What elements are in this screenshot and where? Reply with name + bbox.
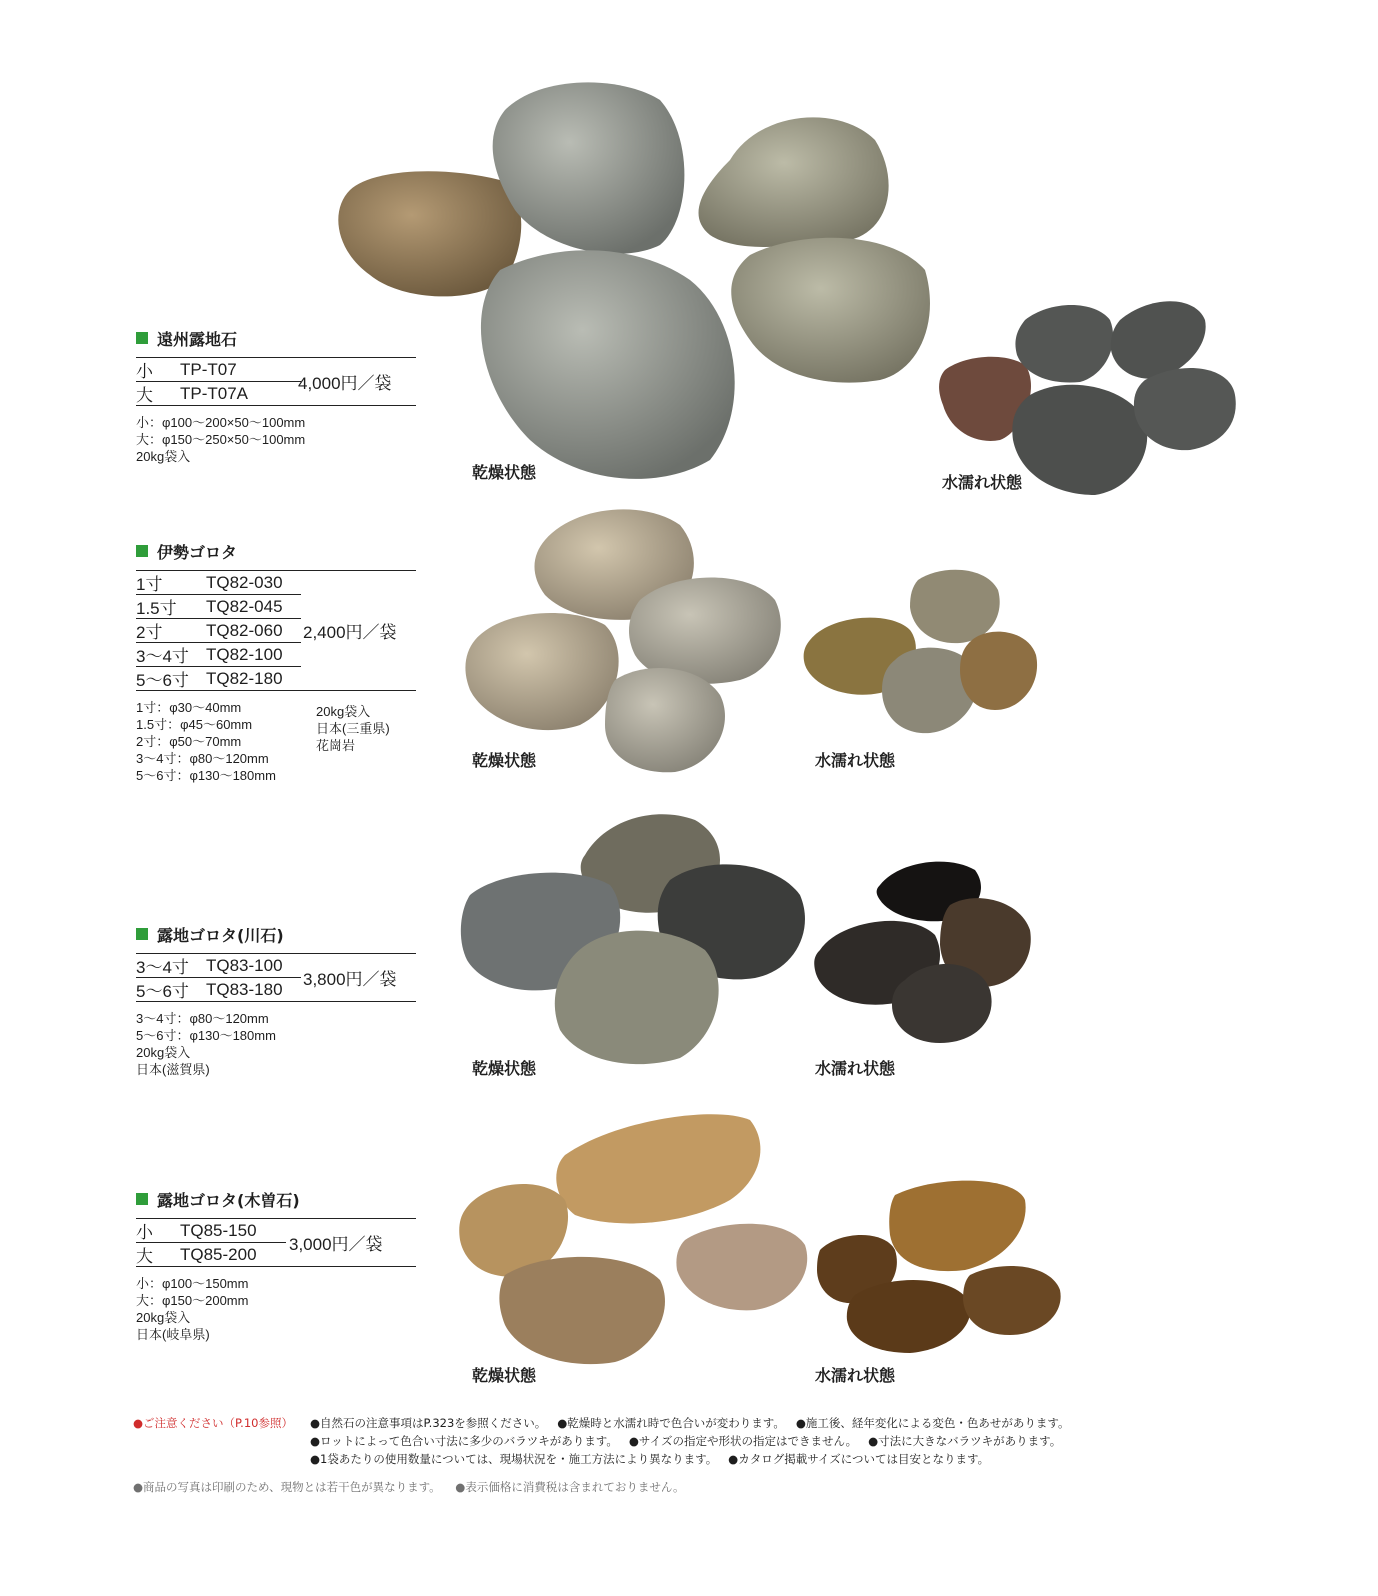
bullet-square-icon bbox=[136, 1193, 148, 1205]
product-ise bbox=[136, 540, 416, 784]
caption-dry: 乾燥状態 bbox=[472, 463, 537, 482]
bullet-square-icon bbox=[136, 545, 148, 557]
spec-table bbox=[136, 953, 416, 1002]
kawaishi-dry-photo bbox=[455, 800, 810, 1070]
caption-wet: 水濡れ状態 bbox=[815, 1366, 896, 1385]
spec-row: 2寸 TQ82-060 bbox=[136, 618, 301, 642]
spec-row: 1.5寸 TQ82-045 bbox=[136, 594, 301, 618]
bullet-square-icon bbox=[136, 332, 148, 344]
product-kawaishi bbox=[136, 923, 416, 1078]
caption-wet: 水濡れ状態 bbox=[942, 473, 1023, 492]
ise-dry-photo bbox=[460, 500, 790, 775]
spec-row: 小 TQ85-150 bbox=[136, 1220, 257, 1242]
spec-notes-extra: 20kg袋入 日本(三重県) 花崗岩 bbox=[316, 704, 390, 753]
spec-row: 大 TQ85-200 bbox=[136, 1242, 286, 1266]
bullet-square-icon bbox=[136, 928, 148, 940]
caption-wet: 水濡れ状態 bbox=[815, 751, 896, 770]
product-title: 露地ゴロタ(川石) bbox=[136, 923, 416, 945]
spec-table bbox=[136, 1218, 416, 1267]
ise-wet-photo bbox=[800, 565, 1045, 745]
spec-notes: 小：φ100～200×50～100mm 大：φ150～250×50～100mm 20kg袋入 bbox=[136, 415, 306, 464]
spec-row: 3～4寸 TQ83-100 bbox=[136, 955, 283, 977]
spec-table bbox=[136, 570, 416, 691]
spec-row: 小 TP-T07 bbox=[136, 359, 237, 381]
enshu-dry-photo bbox=[330, 70, 940, 490]
spec-notes: 1寸：φ30～40mm 1.5寸：φ45～60mm 2寸：φ50～70mm 3～4寸：φ80～120mm 5～6寸：φ130～180mm bbox=[136, 700, 276, 783]
spec-notes: 3～4寸：φ80～120mm 5～6寸：φ130～180mm 20kg袋入 日本(滋賀県) bbox=[136, 1011, 276, 1077]
caption-dry: 乾燥状態 bbox=[472, 1366, 537, 1385]
product-title: 露地ゴロタ(木曽石) bbox=[136, 1188, 416, 1210]
kisoishi-wet-photo bbox=[815, 1175, 1065, 1355]
spec-row: 3～4寸 TQ82-100 bbox=[136, 642, 301, 666]
spec-row: 1寸 TQ82-030 bbox=[136, 572, 283, 594]
caption-wet: 水濡れ状態 bbox=[815, 1059, 896, 1078]
product-kisoishi bbox=[136, 1188, 416, 1343]
caption-dry: 乾燥状態 bbox=[472, 1059, 537, 1078]
bottom-disclaimer: ●商品の写真は印刷のため、現物とは若干色が異なります。 ●表示価格に消費税は含まれておりません。 bbox=[133, 1480, 685, 1494]
product-title: 遠州露地石 bbox=[136, 327, 416, 349]
spec-notes: 小：φ100～150mm 大：φ150～200mm 20kg袋入 日本(岐阜県) bbox=[136, 1276, 249, 1342]
kawaishi-wet-photo bbox=[810, 855, 1035, 1045]
spec-row: 5～6寸 TQ83-180 bbox=[136, 977, 301, 1001]
enshu-wet-photo bbox=[935, 290, 1245, 500]
price: 3,000円／袋 bbox=[289, 1235, 383, 1254]
caution-label: ●ご注意ください（P.10参照） bbox=[133, 1416, 293, 1430]
price: 2,400円／袋 bbox=[303, 623, 397, 642]
price: 3,800円／袋 bbox=[303, 970, 397, 989]
spec-row: 大 TP-T07A bbox=[136, 381, 301, 405]
product-title: 伊勢ゴロタ bbox=[136, 540, 416, 562]
caution-notes: ●ご注意ください（P.10参照） ●自然石の注意事項はP.323を参照ください。 ●乾燥時と水濡れ時で色合いが変わります。 ●施工後、経年変化による変色・色あせがあります。 ●ロットによって色合い寸法に多少のバラツキがあります。 ●サイズの指定や形状の指定はできません。 ●寸法に大きなバラツキがあります。 ●1袋あたりの使用数量については、現場状況を・施工方法により異なります。 ●カタログ掲載サイズについては目安となります。 bbox=[133, 1416, 1070, 1466]
kisoishi-dry-photo bbox=[455, 1100, 815, 1370]
caption-dry: 乾燥状態 bbox=[472, 751, 537, 770]
spec-row: 5～6寸 TQ82-180 bbox=[136, 666, 301, 690]
price: 4,000円／袋 bbox=[298, 374, 392, 393]
